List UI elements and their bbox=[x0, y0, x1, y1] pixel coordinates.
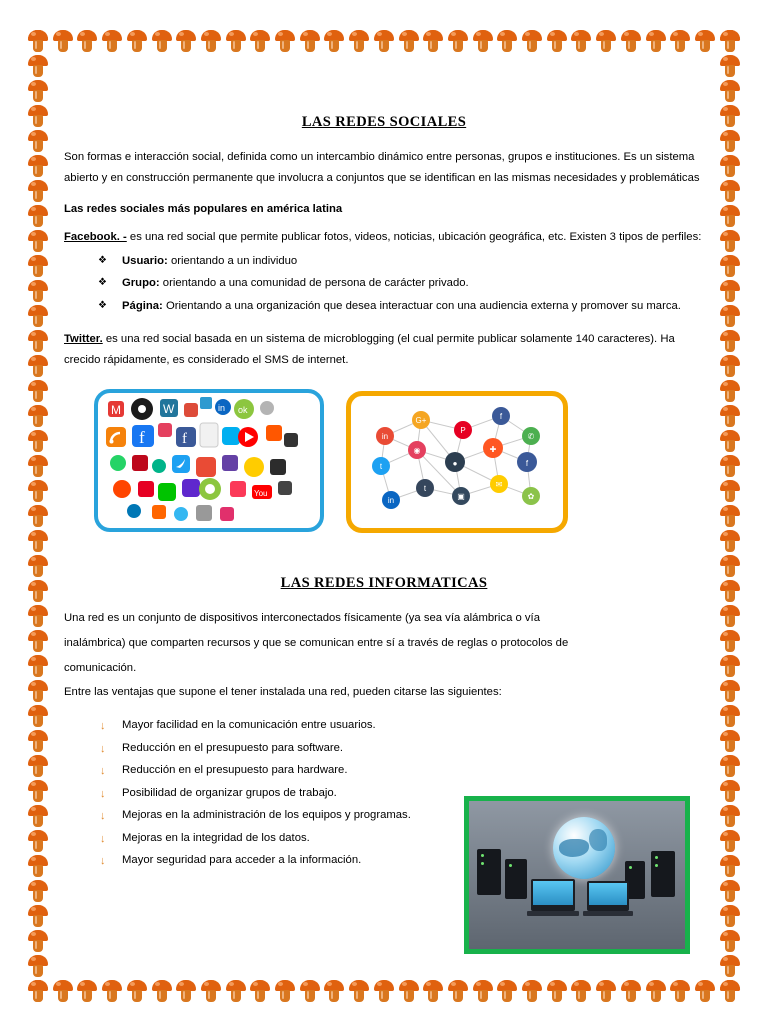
mushroom-border-icon bbox=[28, 255, 48, 277]
server-left bbox=[477, 849, 501, 895]
mushroom-border-icon bbox=[720, 480, 740, 502]
mushroom-border-icon bbox=[53, 980, 73, 1002]
svg-text:M: M bbox=[111, 402, 121, 417]
mushroom-border-icon bbox=[497, 980, 517, 1002]
mushroom-border-icon bbox=[28, 780, 48, 802]
mushroom-border-icon bbox=[720, 555, 740, 577]
mushroom-border-icon bbox=[621, 980, 641, 1002]
mushroom-border-icon bbox=[349, 980, 369, 1002]
mushroom-border-icon bbox=[621, 30, 641, 52]
mushroom-border-icon bbox=[349, 30, 369, 52]
mushroom-border-icon bbox=[720, 305, 740, 327]
mushroom-border-icon bbox=[695, 30, 715, 52]
advantage-text: Mejoras en la integridad de los datos. bbox=[122, 831, 310, 844]
mushroom-border-icon bbox=[720, 855, 740, 877]
mushroom-border-icon bbox=[28, 330, 48, 352]
svg-text:f: f bbox=[182, 430, 187, 447]
mushroom-border-icon bbox=[695, 980, 715, 1002]
images-row bbox=[64, 389, 704, 539]
mushroom-border-icon bbox=[473, 980, 493, 1002]
advantage-text: Posibilidad de organizar grupos de trabajo. bbox=[122, 786, 337, 799]
mushroom-border-icon bbox=[720, 905, 740, 927]
social-network-graph-image bbox=[346, 391, 568, 533]
svg-text:f: f bbox=[525, 458, 529, 468]
mushroom-border-icon bbox=[720, 805, 740, 827]
mushroom-border-icon bbox=[399, 980, 419, 1002]
twitter-text: es una red social basada en un sistema de microblogging (el cual permite publicar solamente 140 caracteres). Ha crecido rápidamente, es considerado el SMS de internet. bbox=[64, 332, 675, 366]
mushroom-border-icon bbox=[720, 655, 740, 677]
mushroom-border-icon bbox=[720, 330, 740, 352]
mushroom-border-icon bbox=[152, 980, 172, 1002]
mushroom-border-icon bbox=[28, 805, 48, 827]
mushroom-border-icon bbox=[720, 680, 740, 702]
document-body bbox=[64, 62, 704, 962]
mushroom-border-icon bbox=[28, 155, 48, 177]
arrow-down-bullet-icon: ↓ bbox=[100, 787, 106, 800]
mushroom-border-icon bbox=[547, 980, 567, 1002]
diamond-bullet-icon: ❖ bbox=[98, 254, 107, 266]
server-left-2 bbox=[505, 859, 527, 899]
mushroom-border-icon bbox=[670, 980, 690, 1002]
page-title-social-networks: LAS REDES SOCIALES bbox=[301, 114, 467, 130]
mushroom-border-icon bbox=[720, 355, 740, 377]
mushroom-border-icon bbox=[448, 980, 468, 1002]
advantage-text: Reducción en el presupuesto para software. bbox=[122, 741, 344, 754]
mushroom-border-icon bbox=[28, 205, 48, 227]
mushroom-border-icon bbox=[522, 980, 542, 1002]
mushroom-border-icon bbox=[720, 955, 740, 977]
mushroom-border-icon bbox=[720, 180, 740, 202]
svg-text:✉: ✉ bbox=[495, 479, 503, 489]
list-item bbox=[98, 252, 704, 272]
mushroom-border-icon bbox=[720, 880, 740, 902]
mushroom-border-icon bbox=[28, 530, 48, 552]
mushroom-border-icon bbox=[28, 555, 48, 577]
mushroom-border-icon bbox=[522, 30, 542, 52]
mushroom-border-icon bbox=[250, 980, 270, 1002]
mushroom-border-icon bbox=[720, 605, 740, 627]
mushroom-border-icon bbox=[547, 30, 567, 52]
list-item bbox=[98, 297, 704, 317]
mushroom-border-icon bbox=[720, 980, 740, 1002]
mushroom-border-icon bbox=[28, 380, 48, 402]
mushroom-border-icon bbox=[720, 80, 740, 102]
mushroom-border-icon bbox=[720, 205, 740, 227]
profile-label-grupo: Grupo: bbox=[122, 277, 160, 290]
mushroom-border-icon bbox=[720, 630, 740, 652]
mushroom-border-icon bbox=[226, 980, 246, 1002]
server-right bbox=[651, 851, 675, 897]
network-graph-svg bbox=[351, 396, 563, 528]
mushroom-border-icon bbox=[646, 30, 666, 52]
mushroom-border-icon bbox=[28, 905, 48, 927]
mushroom-border-icon bbox=[28, 280, 48, 302]
svg-text:t: t bbox=[423, 483, 427, 493]
svg-text:G+: G+ bbox=[415, 415, 427, 425]
twitter-label: Twitter. bbox=[64, 332, 103, 345]
mushroom-border-icon bbox=[28, 605, 48, 627]
mushroom-border-icon bbox=[176, 30, 196, 52]
mushroom-border-icon bbox=[720, 505, 740, 527]
svg-text:P: P bbox=[460, 425, 466, 435]
border-right-column bbox=[720, 30, 740, 1002]
svg-text:ok: ok bbox=[238, 404, 248, 415]
mushroom-border-icon bbox=[28, 755, 48, 777]
mushroom-border-icon bbox=[275, 980, 295, 1002]
mushroom-border-icon bbox=[720, 730, 740, 752]
list-item bbox=[98, 274, 704, 294]
svg-text:●: ● bbox=[452, 458, 458, 468]
list-item bbox=[98, 740, 704, 758]
arrow-down-bullet-icon: ↓ bbox=[100, 832, 106, 845]
mushroom-border-icon bbox=[324, 980, 344, 1002]
svg-text:t: t bbox=[379, 461, 383, 471]
mushroom-border-icon bbox=[53, 30, 73, 52]
mushroom-border-icon bbox=[28, 705, 48, 727]
mushroom-border-icon bbox=[28, 455, 48, 477]
mushroom-border-icon bbox=[720, 755, 740, 777]
mushroom-border-icon bbox=[28, 980, 48, 1002]
svg-text:▣: ▣ bbox=[457, 491, 465, 501]
networks-intro-line-1: Una red es un conjunto de dispositivos interconectados físicamente (ya sea vía alámbrica o vía bbox=[64, 611, 540, 624]
mushroom-border-icon bbox=[28, 580, 48, 602]
popular-networks-subheading: Las redes sociales más populares en américa latina bbox=[64, 202, 343, 215]
mushroom-border-icon bbox=[448, 30, 468, 52]
facebook-text: es una red social que permite publicar fotos, videos, noticias, ubicación geográfica, etc. Existen 3 tipos de perfiles: bbox=[126, 230, 702, 243]
list-item bbox=[98, 717, 704, 735]
facebook-paragraph bbox=[64, 227, 704, 248]
mushroom-border-icon bbox=[720, 230, 740, 252]
mushroom-border-icon bbox=[497, 30, 517, 52]
arrow-down-bullet-icon: ↓ bbox=[100, 855, 106, 868]
mushroom-border-icon bbox=[720, 155, 740, 177]
mushroom-border-icon bbox=[226, 30, 246, 52]
mushroom-border-icon bbox=[720, 430, 740, 452]
diamond-bullet-icon: ❖ bbox=[98, 277, 107, 289]
svg-text:✿: ✿ bbox=[527, 491, 535, 501]
arrow-down-bullet-icon: ↓ bbox=[100, 742, 106, 755]
mushroom-border-icon bbox=[28, 405, 48, 427]
mushroom-border-icon bbox=[28, 480, 48, 502]
mushroom-border-icon bbox=[720, 130, 740, 152]
mushroom-border-icon bbox=[77, 30, 97, 52]
networks-intro-line-2: inalámbrica) que comparten recursos y que se comunican entre sí a través de reglas o protocolos de bbox=[64, 636, 569, 649]
twitter-paragraph bbox=[64, 329, 704, 371]
svg-text:f: f bbox=[139, 427, 145, 447]
mushroom-border-icon bbox=[646, 980, 666, 1002]
mushroom-border-icon bbox=[250, 30, 270, 52]
mushroom-border-icon bbox=[720, 380, 740, 402]
mushroom-border-icon bbox=[28, 130, 48, 152]
svg-text:f: f bbox=[499, 411, 503, 421]
profile-text-pagina: Orientando a una organización que desea interactuar con una audiencia externa y promover su marca. bbox=[162, 300, 681, 313]
mushroom-border-icon bbox=[28, 930, 48, 952]
mushroom-border-icon bbox=[201, 980, 221, 1002]
arrow-down-bullet-icon: ↓ bbox=[100, 720, 106, 733]
mushroom-border-icon bbox=[720, 830, 740, 852]
facebook-label: Facebook. - bbox=[64, 230, 127, 243]
svg-text:◉: ◉ bbox=[413, 445, 421, 455]
border-bottom-row bbox=[28, 980, 740, 1002]
social-icons-svg bbox=[98, 393, 320, 528]
mushroom-border-icon bbox=[28, 30, 48, 52]
laptop-right bbox=[587, 881, 629, 911]
mushroom-border-icon bbox=[28, 505, 48, 527]
svg-text:W: W bbox=[163, 401, 175, 416]
advantage-text: Reducción en el presupuesto para hardware. bbox=[122, 764, 348, 777]
laptop-left bbox=[531, 879, 575, 911]
mushroom-border-icon bbox=[720, 405, 740, 427]
social-media-icons-collage-image bbox=[94, 389, 324, 532]
mushroom-border-icon bbox=[720, 255, 740, 277]
mushroom-border-icon bbox=[374, 980, 394, 1002]
mushroom-border-icon bbox=[423, 980, 443, 1002]
networks-intro-line-4: Entre las ventajas que supone el tener instalada una red, pueden citarse las siguientes: bbox=[64, 686, 502, 699]
profile-types-list bbox=[98, 252, 704, 317]
mushroom-border-icon bbox=[28, 55, 48, 77]
arrow-down-bullet-icon: ↓ bbox=[100, 765, 106, 778]
mushroom-border-icon bbox=[28, 980, 48, 1002]
mushroom-border-icon bbox=[720, 530, 740, 552]
mushroom-border-icon bbox=[720, 580, 740, 602]
mushroom-border-icon bbox=[596, 30, 616, 52]
mushroom-border-icon bbox=[275, 30, 295, 52]
border-left-column bbox=[28, 30, 48, 1002]
advantage-text: Mayor seguridad para acceder a la información. bbox=[122, 854, 362, 867]
mushroom-border-icon bbox=[720, 705, 740, 727]
mushroom-border-icon bbox=[28, 730, 48, 752]
svg-text:You: You bbox=[254, 488, 268, 498]
mushroom-border-icon bbox=[28, 30, 48, 52]
mushroom-border-icon bbox=[127, 30, 147, 52]
mushroom-border-icon bbox=[324, 30, 344, 52]
mushroom-border-icon bbox=[720, 30, 740, 52]
list-item bbox=[98, 762, 704, 780]
arrow-down-bullet-icon: ↓ bbox=[100, 810, 106, 823]
mushroom-border-icon bbox=[28, 655, 48, 677]
svg-text:in: in bbox=[381, 431, 389, 441]
page-title-computer-networks: LAS REDES INFORMATICAS bbox=[280, 574, 488, 591]
mushroom-border-icon bbox=[152, 30, 172, 52]
networks-intro-line-3: comunicación. bbox=[64, 661, 137, 674]
profile-label-pagina: Página: bbox=[122, 300, 163, 313]
mushroom-border-icon bbox=[720, 930, 740, 952]
globe-icon bbox=[553, 817, 615, 879]
mushroom-border-icon bbox=[670, 30, 690, 52]
diamond-bullet-icon: ❖ bbox=[98, 300, 107, 312]
profile-text-usuario: orientando a un individuo bbox=[167, 254, 298, 267]
mushroom-border-icon bbox=[28, 955, 48, 977]
mushroom-border-icon bbox=[28, 105, 48, 127]
border-top-row bbox=[28, 30, 740, 52]
mushroom-border-icon bbox=[399, 30, 419, 52]
mushroom-border-icon bbox=[28, 80, 48, 102]
mushroom-border-icon bbox=[596, 980, 616, 1002]
mushroom-border-icon bbox=[300, 980, 320, 1002]
mushroom-border-icon bbox=[28, 630, 48, 652]
mushroom-border-icon bbox=[720, 30, 740, 52]
mushroom-border-icon bbox=[720, 55, 740, 77]
mushroom-border-icon bbox=[28, 430, 48, 452]
advantage-text: Mayor facilidad en la comunicación entre usuarios. bbox=[122, 719, 376, 732]
mushroom-border-icon bbox=[720, 455, 740, 477]
mushroom-border-icon bbox=[28, 680, 48, 702]
mushroom-border-icon bbox=[473, 30, 493, 52]
mushroom-border-icon bbox=[28, 855, 48, 877]
mushroom-border-icon bbox=[28, 830, 48, 852]
svg-text:✚: ✚ bbox=[489, 444, 497, 454]
svg-text:in: in bbox=[218, 402, 226, 413]
mushroom-border-icon bbox=[374, 30, 394, 52]
mushroom-border-icon bbox=[423, 30, 443, 52]
mushroom-border-icon bbox=[28, 180, 48, 202]
advantage-text: Mejoras en la administración de los equipos y programas. bbox=[122, 809, 411, 822]
network-devices-globe-photo bbox=[464, 796, 690, 954]
svg-text:in: in bbox=[387, 495, 395, 505]
mushroom-border-icon bbox=[28, 230, 48, 252]
mushroom-border-icon bbox=[28, 880, 48, 902]
profile-text-grupo: orientando a una comunidad de persona de carácter privado. bbox=[159, 277, 469, 290]
mushroom-border-icon bbox=[28, 355, 48, 377]
mushroom-border-icon bbox=[102, 980, 122, 1002]
mushroom-border-icon bbox=[176, 980, 196, 1002]
mushroom-border-icon bbox=[102, 30, 122, 52]
mushroom-border-icon bbox=[77, 980, 97, 1002]
mushroom-border-icon bbox=[201, 30, 221, 52]
mushroom-border-icon bbox=[28, 305, 48, 327]
mushroom-border-icon bbox=[571, 30, 591, 52]
mushroom-border-icon bbox=[300, 30, 320, 52]
social-networks-intro: Son formas e interacción social, definida como un intercambio dinámico entre personas, grupos e instituciones. Es un sistema abierto y en construcción permanente que involucra a conjuntos que se identifican en las mismas necesidades y problemáticas bbox=[64, 151, 700, 184]
mushroom-border-icon bbox=[720, 105, 740, 127]
mushroom-border-icon bbox=[127, 980, 147, 1002]
svg-text:✆: ✆ bbox=[527, 431, 535, 441]
mushroom-border-icon bbox=[720, 280, 740, 302]
mushroom-border-icon bbox=[720, 780, 740, 802]
mushroom-border-icon bbox=[571, 980, 591, 1002]
mushroom-border-icon bbox=[720, 980, 740, 1002]
profile-label-usuario: Usuario: bbox=[122, 254, 168, 267]
